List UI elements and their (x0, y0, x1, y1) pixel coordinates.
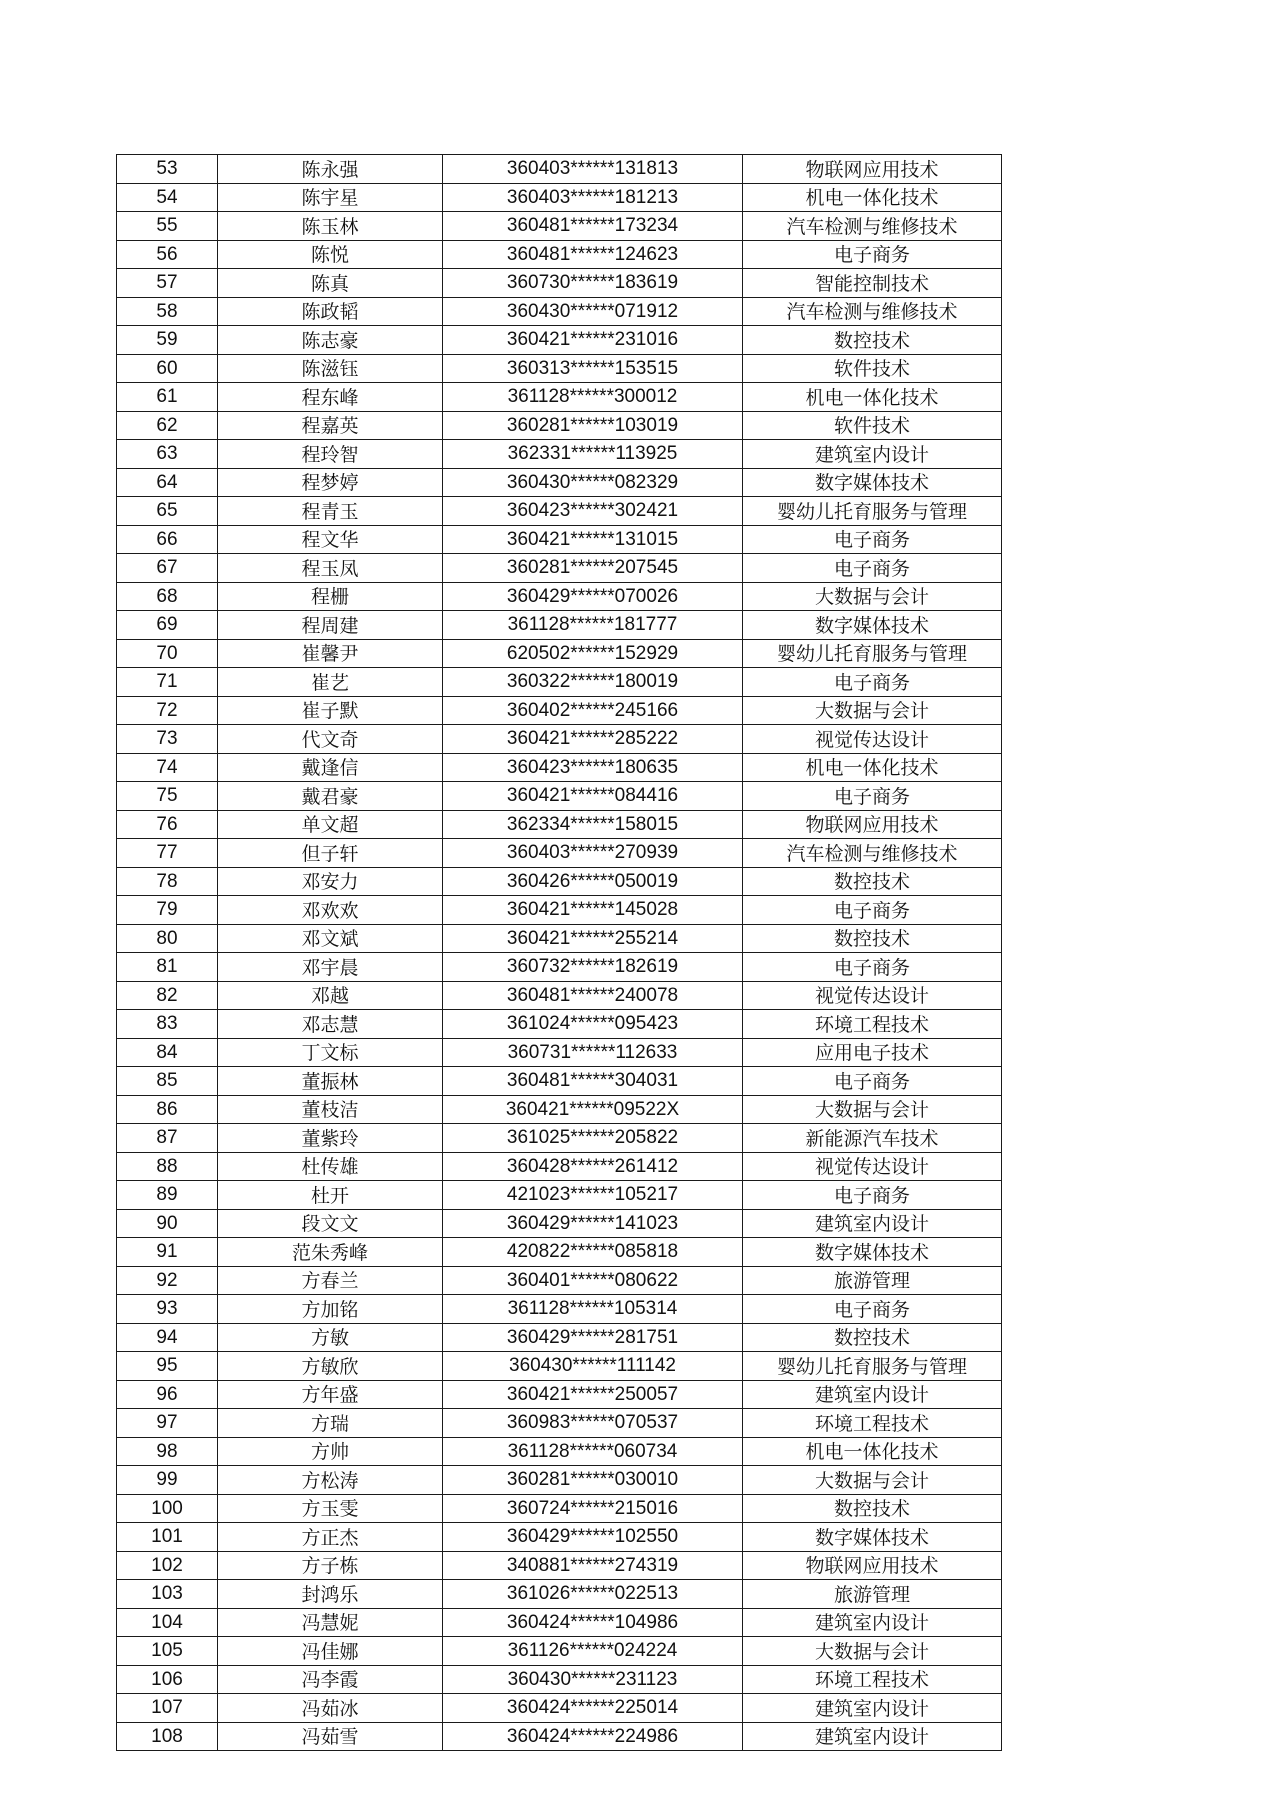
student-name-cell: 丁文标 (218, 1038, 443, 1067)
id-number-cell: 360983******070537 (443, 1409, 743, 1438)
table-row (117, 582, 1002, 611)
id-number-cell: 361126******024224 (443, 1637, 743, 1666)
major-cell: 新能源汽车技术 (743, 1124, 1002, 1153)
table-row (117, 240, 1002, 269)
row-number-cell: 104 (117, 1608, 218, 1637)
row-number-cell: 103 (117, 1580, 218, 1609)
id-number-cell: 360731******112633 (443, 1038, 743, 1067)
row-number-cell: 53 (117, 155, 218, 184)
id-number-cell: 360481******173234 (443, 212, 743, 241)
id-number-cell: 360424******104986 (443, 1608, 743, 1637)
table-row (117, 1380, 1002, 1409)
id-number-cell: 360429******102550 (443, 1523, 743, 1552)
student-name-cell: 代文奇 (218, 725, 443, 754)
major-cell: 建筑室内设计 (743, 1608, 1002, 1637)
major-cell: 数控技术 (743, 326, 1002, 355)
id-number-cell: 360430******111142 (443, 1352, 743, 1381)
student-name-cell: 陈志豪 (218, 326, 443, 355)
major-cell: 汽车检测与维修技术 (743, 212, 1002, 241)
student-name-cell: 程周建 (218, 611, 443, 640)
student-name-cell: 邓欢欢 (218, 896, 443, 925)
row-number-cell: 67 (117, 554, 218, 583)
table-row (117, 1010, 1002, 1039)
student-name-cell: 方年盛 (218, 1380, 443, 1409)
table-row (117, 354, 1002, 383)
student-name-cell: 崔子默 (218, 696, 443, 725)
id-number-cell: 362334******158015 (443, 810, 743, 839)
student-name-cell: 冯慧妮 (218, 1608, 443, 1637)
row-number-cell: 65 (117, 497, 218, 526)
major-cell: 物联网应用技术 (743, 155, 1002, 184)
major-cell: 电子商务 (743, 782, 1002, 811)
major-cell: 机电一体化技术 (743, 753, 1002, 782)
major-cell: 数字媒体技术 (743, 611, 1002, 640)
student-name-cell: 戴君豪 (218, 782, 443, 811)
student-name-cell: 程栅 (218, 582, 443, 611)
id-number-cell: 360430******082329 (443, 468, 743, 497)
row-number-cell: 56 (117, 240, 218, 269)
major-cell: 视觉传达设计 (743, 725, 1002, 754)
major-cell: 建筑室内设计 (743, 440, 1002, 469)
id-number-cell: 360430******231123 (443, 1665, 743, 1694)
table-row (117, 1580, 1002, 1609)
major-cell: 数控技术 (743, 1323, 1002, 1352)
student-name-cell: 方正杰 (218, 1523, 443, 1552)
row-number-cell: 57 (117, 269, 218, 298)
major-cell: 视觉传达设计 (743, 981, 1002, 1010)
id-number-cell: 361128******300012 (443, 383, 743, 412)
id-number-cell: 360421******285222 (443, 725, 743, 754)
student-name-cell: 董振林 (218, 1067, 443, 1096)
student-name-cell: 冯茹冰 (218, 1694, 443, 1723)
row-number-cell: 93 (117, 1295, 218, 1324)
table-row (117, 1152, 1002, 1181)
id-number-cell: 360481******240078 (443, 981, 743, 1010)
id-number-cell: 420822******085818 (443, 1238, 743, 1267)
id-number-cell: 361024******095423 (443, 1010, 743, 1039)
table-row (117, 468, 1002, 497)
student-name-cell: 方春兰 (218, 1266, 443, 1295)
student-name-cell: 冯茹雪 (218, 1722, 443, 1751)
id-number-cell: 360421******131015 (443, 525, 743, 554)
id-number-cell: 360401******080622 (443, 1266, 743, 1295)
table-row (117, 867, 1002, 896)
table-row (117, 297, 1002, 326)
table-row (117, 1466, 1002, 1495)
major-cell: 环境工程技术 (743, 1665, 1002, 1694)
major-cell: 数字媒体技术 (743, 1523, 1002, 1552)
table-row (117, 782, 1002, 811)
id-number-cell: 360281******207545 (443, 554, 743, 583)
table-row (117, 1637, 1002, 1666)
major-cell: 软件技术 (743, 411, 1002, 440)
student-name-cell: 陈悦 (218, 240, 443, 269)
table-row (117, 1095, 1002, 1124)
major-cell: 大数据与会计 (743, 1637, 1002, 1666)
student-name-cell: 陈永强 (218, 155, 443, 184)
major-cell: 汽车检测与维修技术 (743, 839, 1002, 868)
major-cell: 汽车检测与维修技术 (743, 297, 1002, 326)
table-row (117, 497, 1002, 526)
major-cell: 环境工程技术 (743, 1409, 1002, 1438)
row-number-cell: 71 (117, 668, 218, 697)
id-number-cell: 361128******105314 (443, 1295, 743, 1324)
row-number-cell: 91 (117, 1238, 218, 1267)
major-cell: 建筑室内设计 (743, 1380, 1002, 1409)
row-number-cell: 66 (117, 525, 218, 554)
table-row (117, 525, 1002, 554)
id-number-cell: 360421******255214 (443, 924, 743, 953)
major-cell: 机电一体化技术 (743, 1437, 1002, 1466)
major-cell: 建筑室内设计 (743, 1722, 1002, 1751)
id-number-cell: 360421******145028 (443, 896, 743, 925)
table-row (117, 1181, 1002, 1210)
row-number-cell: 60 (117, 354, 218, 383)
student-name-cell: 陈真 (218, 269, 443, 298)
table-row (117, 696, 1002, 725)
table-row (117, 1722, 1002, 1751)
table-row (117, 753, 1002, 782)
row-number-cell: 105 (117, 1637, 218, 1666)
table-row (117, 155, 1002, 184)
row-number-cell: 86 (117, 1095, 218, 1124)
student-name-cell: 崔馨尹 (218, 639, 443, 668)
student-name-cell: 冯李霞 (218, 1665, 443, 1694)
major-cell: 大数据与会计 (743, 1095, 1002, 1124)
student-name-cell: 程玉凤 (218, 554, 443, 583)
row-number-cell: 89 (117, 1181, 218, 1210)
major-cell: 大数据与会计 (743, 582, 1002, 611)
student-name-cell: 邓文斌 (218, 924, 443, 953)
student-name-cell: 方瑞 (218, 1409, 443, 1438)
id-number-cell: 360724******215016 (443, 1494, 743, 1523)
id-number-cell: 360421******231016 (443, 326, 743, 355)
major-cell: 大数据与会计 (743, 1466, 1002, 1495)
student-name-cell: 邓安力 (218, 867, 443, 896)
id-number-cell: 360424******224986 (443, 1722, 743, 1751)
id-number-cell: 360313******153515 (443, 354, 743, 383)
id-number-cell: 360421******084416 (443, 782, 743, 811)
table-row (117, 411, 1002, 440)
row-number-cell: 69 (117, 611, 218, 640)
major-cell: 电子商务 (743, 1295, 1002, 1324)
table-row (117, 896, 1002, 925)
major-cell: 大数据与会计 (743, 696, 1002, 725)
table-row (117, 1266, 1002, 1295)
major-cell: 环境工程技术 (743, 1010, 1002, 1039)
student-name-cell: 陈宇星 (218, 183, 443, 212)
table-row (117, 668, 1002, 697)
row-number-cell: 75 (117, 782, 218, 811)
table-row (117, 1665, 1002, 1694)
id-number-cell: 362331******113925 (443, 440, 743, 469)
student-list-body (117, 155, 1002, 1751)
row-number-cell: 90 (117, 1209, 218, 1238)
id-number-cell: 360429******070026 (443, 582, 743, 611)
major-cell: 建筑室内设计 (743, 1694, 1002, 1723)
table-row (117, 611, 1002, 640)
row-number-cell: 85 (117, 1067, 218, 1096)
row-number-cell: 78 (117, 867, 218, 896)
major-cell: 物联网应用技术 (743, 810, 1002, 839)
row-number-cell: 74 (117, 753, 218, 782)
major-cell: 数字媒体技术 (743, 468, 1002, 497)
row-number-cell: 58 (117, 297, 218, 326)
id-number-cell: 360429******281751 (443, 1323, 743, 1352)
table-row (117, 183, 1002, 212)
table-row (117, 1409, 1002, 1438)
row-number-cell: 79 (117, 896, 218, 925)
major-cell: 电子商务 (743, 240, 1002, 269)
id-number-cell: 361128******060734 (443, 1437, 743, 1466)
major-cell: 电子商务 (743, 1067, 1002, 1096)
row-number-cell: 100 (117, 1494, 218, 1523)
major-cell: 软件技术 (743, 354, 1002, 383)
id-number-cell: 360281******030010 (443, 1466, 743, 1495)
table-row (117, 953, 1002, 982)
student-name-cell: 程梦婷 (218, 468, 443, 497)
row-number-cell: 54 (117, 183, 218, 212)
student-name-cell: 单文超 (218, 810, 443, 839)
student-name-cell: 方加铭 (218, 1295, 443, 1324)
id-number-cell: 360481******124623 (443, 240, 743, 269)
row-number-cell: 62 (117, 411, 218, 440)
student-name-cell: 方玉雯 (218, 1494, 443, 1523)
student-name-cell: 方帅 (218, 1437, 443, 1466)
student-name-cell: 杜传雄 (218, 1152, 443, 1181)
row-number-cell: 96 (117, 1380, 218, 1409)
student-name-cell: 段文文 (218, 1209, 443, 1238)
major-cell: 智能控制技术 (743, 269, 1002, 298)
id-number-cell: 360429******141023 (443, 1209, 743, 1238)
table-row (117, 554, 1002, 583)
major-cell: 数控技术 (743, 924, 1002, 953)
id-number-cell: 360423******302421 (443, 497, 743, 526)
major-cell: 机电一体化技术 (743, 383, 1002, 412)
id-number-cell: 360730******183619 (443, 269, 743, 298)
id-number-cell: 361128******181777 (443, 611, 743, 640)
table-row (117, 1352, 1002, 1381)
table-row (117, 725, 1002, 754)
row-number-cell: 70 (117, 639, 218, 668)
major-cell: 婴幼儿托育服务与管理 (743, 639, 1002, 668)
table-row (117, 1694, 1002, 1723)
student-name-cell: 方敏欣 (218, 1352, 443, 1381)
student-name-cell: 董枝洁 (218, 1095, 443, 1124)
row-number-cell: 101 (117, 1523, 218, 1552)
row-number-cell: 61 (117, 383, 218, 412)
table-row (117, 1124, 1002, 1153)
major-cell: 旅游管理 (743, 1266, 1002, 1295)
major-cell: 婴幼儿托育服务与管理 (743, 1352, 1002, 1381)
row-number-cell: 77 (117, 839, 218, 868)
student-name-cell: 程东峰 (218, 383, 443, 412)
table-row (117, 1038, 1002, 1067)
major-cell: 数字媒体技术 (743, 1238, 1002, 1267)
table-row (117, 1523, 1002, 1552)
table-row (117, 1238, 1002, 1267)
table-row (117, 269, 1002, 298)
student-name-cell: 方子栋 (218, 1551, 443, 1580)
table-row (117, 1494, 1002, 1523)
table-row (117, 810, 1002, 839)
table-row (117, 1209, 1002, 1238)
id-number-cell: 360423******180635 (443, 753, 743, 782)
student-list-table (116, 154, 1002, 1751)
row-number-cell: 76 (117, 810, 218, 839)
major-cell: 婴幼儿托育服务与管理 (743, 497, 1002, 526)
student-name-cell: 杜开 (218, 1181, 443, 1210)
row-number-cell: 94 (117, 1323, 218, 1352)
row-number-cell: 63 (117, 440, 218, 469)
table-row (117, 1551, 1002, 1580)
id-number-cell: 361026******022513 (443, 1580, 743, 1609)
major-cell: 电子商务 (743, 1181, 1002, 1210)
student-name-cell: 崔艺 (218, 668, 443, 697)
row-number-cell: 92 (117, 1266, 218, 1295)
id-number-cell: 360732******182619 (443, 953, 743, 982)
table-row (117, 1437, 1002, 1466)
table-row (117, 326, 1002, 355)
id-number-cell: 620502******152929 (443, 639, 743, 668)
major-cell: 电子商务 (743, 668, 1002, 697)
row-number-cell: 84 (117, 1038, 218, 1067)
row-number-cell: 87 (117, 1124, 218, 1153)
table-row (117, 839, 1002, 868)
row-number-cell: 64 (117, 468, 218, 497)
table-row (117, 212, 1002, 241)
student-name-cell: 程玲智 (218, 440, 443, 469)
major-cell: 数控技术 (743, 867, 1002, 896)
major-cell: 数控技术 (743, 1494, 1002, 1523)
row-number-cell: 59 (117, 326, 218, 355)
row-number-cell: 73 (117, 725, 218, 754)
id-number-cell: 421023******105217 (443, 1181, 743, 1210)
row-number-cell: 95 (117, 1352, 218, 1381)
table-row (117, 440, 1002, 469)
student-name-cell: 邓越 (218, 981, 443, 1010)
row-number-cell: 102 (117, 1551, 218, 1580)
row-number-cell: 106 (117, 1665, 218, 1694)
row-number-cell: 97 (117, 1409, 218, 1438)
id-number-cell: 360322******180019 (443, 668, 743, 697)
table-row (117, 1067, 1002, 1096)
table-row (117, 383, 1002, 412)
student-name-cell: 但子轩 (218, 839, 443, 868)
student-name-cell: 戴逢信 (218, 753, 443, 782)
student-name-cell: 陈政韬 (218, 297, 443, 326)
student-name-cell: 范朱秀峰 (218, 1238, 443, 1267)
row-number-cell: 81 (117, 953, 218, 982)
id-number-cell: 360403******270939 (443, 839, 743, 868)
student-name-cell: 程青玉 (218, 497, 443, 526)
row-number-cell: 55 (117, 212, 218, 241)
table-row (117, 639, 1002, 668)
major-cell: 电子商务 (743, 896, 1002, 925)
row-number-cell: 80 (117, 924, 218, 953)
student-name-cell: 邓宇晨 (218, 953, 443, 982)
id-number-cell: 360421******250057 (443, 1380, 743, 1409)
id-number-cell: 361025******205822 (443, 1124, 743, 1153)
row-number-cell: 72 (117, 696, 218, 725)
major-cell: 电子商务 (743, 525, 1002, 554)
student-name-cell: 陈玉林 (218, 212, 443, 241)
table-row (117, 924, 1002, 953)
id-number-cell: 360421******09522X (443, 1095, 743, 1124)
row-number-cell: 107 (117, 1694, 218, 1723)
table-row (117, 981, 1002, 1010)
student-name-cell: 冯佳娜 (218, 1637, 443, 1666)
row-number-cell: 83 (117, 1010, 218, 1039)
table-row (117, 1323, 1002, 1352)
student-name-cell: 程文华 (218, 525, 443, 554)
id-number-cell: 360403******181213 (443, 183, 743, 212)
id-number-cell: 360481******304031 (443, 1067, 743, 1096)
table-row (117, 1608, 1002, 1637)
row-number-cell: 108 (117, 1722, 218, 1751)
major-cell: 电子商务 (743, 554, 1002, 583)
row-number-cell: 99 (117, 1466, 218, 1495)
student-name-cell: 董紫玲 (218, 1124, 443, 1153)
id-number-cell: 360428******261412 (443, 1152, 743, 1181)
major-cell: 物联网应用技术 (743, 1551, 1002, 1580)
student-name-cell: 方松涛 (218, 1466, 443, 1495)
id-number-cell: 360402******245166 (443, 696, 743, 725)
row-number-cell: 98 (117, 1437, 218, 1466)
major-cell: 机电一体化技术 (743, 183, 1002, 212)
student-name-cell: 陈滋钰 (218, 354, 443, 383)
major-cell: 建筑室内设计 (743, 1209, 1002, 1238)
student-name-cell: 邓志慧 (218, 1010, 443, 1039)
id-number-cell: 340881******274319 (443, 1551, 743, 1580)
id-number-cell: 360403******131813 (443, 155, 743, 184)
student-name-cell: 封鸿乐 (218, 1580, 443, 1609)
student-name-cell: 方敏 (218, 1323, 443, 1352)
major-cell: 视觉传达设计 (743, 1152, 1002, 1181)
table-row (117, 1295, 1002, 1324)
major-cell: 旅游管理 (743, 1580, 1002, 1609)
major-cell: 应用电子技术 (743, 1038, 1002, 1067)
student-name-cell: 程嘉英 (218, 411, 443, 440)
row-number-cell: 68 (117, 582, 218, 611)
id-number-cell: 360281******103019 (443, 411, 743, 440)
id-number-cell: 360424******225014 (443, 1694, 743, 1723)
row-number-cell: 82 (117, 981, 218, 1010)
id-number-cell: 360426******050019 (443, 867, 743, 896)
row-number-cell: 88 (117, 1152, 218, 1181)
id-number-cell: 360430******071912 (443, 297, 743, 326)
major-cell: 电子商务 (743, 953, 1002, 982)
